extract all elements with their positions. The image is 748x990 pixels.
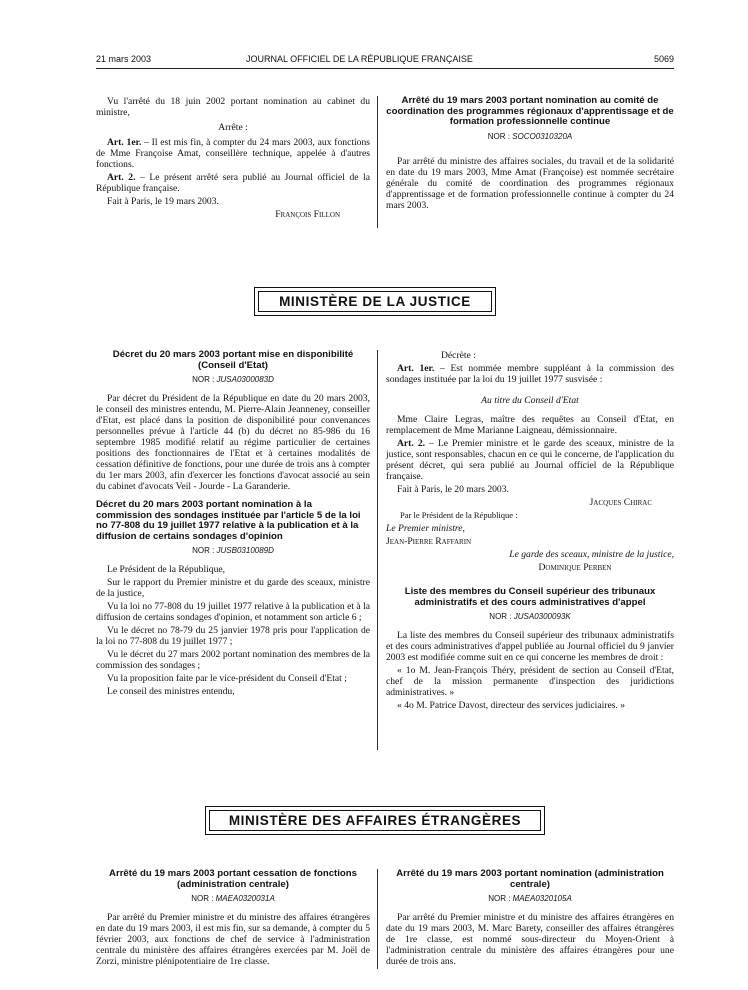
nor-code: MAEA0320105A [512, 894, 572, 903]
sondages-line-5: Vu le décret du 27 mars 2002 portant nomination des membres de la commission des sondages ; [96, 649, 370, 671]
column-divider-middle [377, 350, 378, 750]
ae-right-column [386, 869, 674, 969]
ae-nomination-body: Par arrêté du Premier ministre et du ministre des affaires étrangères en date du 19 mars 2003, M. Marc Barety, conseiller des affaires étrangères de 1re classe, est nommé sous-directeur du Moyen-Orient à l'administration centrale du ministère des affaires étrangères pour une durée de trois ans. [386, 912, 674, 967]
ae-left-column [96, 869, 370, 969]
nor-label: NOR : [488, 894, 513, 903]
top-right-body: Par arrêté du ministre des affaires sociales, du travail et de la solidarité en date du 19 mars 2003, Mme Amat (Françoise) est nommée secrétaire générale du comité de coordination des programmes régionaux d'apprentissage et de formation professionnelle continue à compter du 24 mars 2003. [386, 155, 674, 211]
section-title-affaires-etrangeres: MINISTÈRE DES AFFAIRES ÉTRANGÈRES [209, 810, 541, 831]
art2-label: Art. 2. [107, 172, 136, 183]
section-box-affaires-etrangeres [205, 806, 545, 835]
nor-code: JUSB0310089D [216, 546, 274, 555]
column-divider-top [377, 96, 378, 228]
ae-nomination-nor [386, 893, 674, 904]
header-date: 21 mars 2003 [96, 54, 152, 64]
nor-label: NOR : [487, 131, 513, 141]
sondages-line-1: Le Président de la République, [107, 564, 226, 575]
ae-cessation-body: Par arrêté du Premier ministre et du ministre des affaires étrangères en date du 19 mars 2003, il est mis fin, sur sa demande, à compter du 5 février 2003, aux fonctions de chef de service à l'administration centrale du ministère des affaires étrangères exercées par M. Joël de Zorzi, ministre plénipotentiaire de 1re classe. [96, 912, 370, 967]
nor-code: JUSA0300093K [513, 612, 571, 621]
top-right-column [386, 96, 674, 213]
top-left-art1 [96, 137, 370, 170]
nor-label: NOR : [192, 375, 217, 384]
liste-conseil-item-4: « 4o M. Patrice Davost, directeur des services judiciaires. » [397, 700, 626, 711]
top-left-fait: Fait à Paris, le 19 mars 2003. [107, 196, 219, 207]
section-title-justice: MINISTÈRE DE LA JUSTICE [258, 291, 492, 312]
sondages-line-2: Sur le rapport du Premier ministre et du garde des sceaux, ministre de la justice, [96, 577, 370, 599]
top-left-signature: François Fillon [275, 209, 340, 220]
art1-label: Art. 1er. [107, 137, 142, 148]
ae-cessation-title: Arrêté du 19 mars 2003 portant cessation de fonctions (administration centrale) [109, 868, 357, 890]
justice-art1 [386, 363, 674, 385]
top-right-title: Arrêté du 19 mars 2003 portant nomination au comité de coordination des programmes régionaux d'apprentissage et de formation professionnelle continue [386, 95, 674, 127]
member-appointment: Mme Claire Legras, maître des requêtes au Conseil d'Etat, en remplacement de Mme Marianne Laigneau, démissionnaire. [386, 414, 674, 436]
justice-art2 [386, 438, 674, 482]
signature-chirac: Jacques Chirac [589, 497, 652, 508]
art2-label: Art. 2. [397, 438, 426, 449]
au-titre-heading: Au titre du Conseil d'Etat [481, 395, 579, 406]
art2-text: – Le Premier ministre et le garde des sceaux, ministre de la justice, sont responsables, chacun en ce qui le concerne, de l'application du présent décret, qui sera publié au Journal officiel de la République française. [386, 438, 675, 482]
nor-code: SOCO0310320A [512, 131, 573, 141]
top-left-vu: Vu l'arrêté du 18 juin 2002 portant nomination au cabinet du ministre, [96, 96, 370, 118]
running-header [96, 54, 674, 68]
decret-sondages-title: Décret du 20 mars 2003 portant nomination à la commission des sondages instituée par l'article 5 de la loi no 77-808 du 19 juillet 1977 relative à la publication et à la diffusion de certains sondages d'opinion [96, 499, 361, 542]
decret-sondages-nor [96, 545, 370, 556]
decret-disponibilite-title: Décret du 20 mars 2003 portant mise en disponibilité (Conseil d'Etat) [112, 349, 354, 371]
signature-perben: Dominique Perben [538, 562, 612, 573]
nor-code: JUSA0300083D [216, 375, 274, 384]
nor-label: NOR : [191, 894, 216, 903]
sondages-line-4: Vu le décret no 78-79 du 25 janvier 1978 pris pour l'application de la loi no 77-808 du 19 juillet 1977 ; [96, 625, 370, 647]
liste-conseil-nor [386, 611, 674, 622]
ae-cessation-nor [96, 893, 370, 904]
justice-left-column [96, 350, 370, 699]
garde-des-sceaux-title: Le garde des sceaux, ministre de la justice, [509, 549, 674, 560]
art1-text: – Est nommée membre suppléant à la commission des sondages instituée par la loi du 19 juillet 1977 susvisée : [386, 363, 674, 385]
nor-code: MAEA0320031A [215, 894, 275, 903]
top-right-nor [386, 131, 674, 142]
ae-nomination-title: Arrêté du 19 mars 2003 portant nomination (administration centrale) [396, 868, 664, 890]
header-page-number: 5069 [653, 54, 674, 64]
art1-label: Art. 1er. [397, 363, 435, 374]
column-divider-bottom [377, 869, 378, 969]
nor-label: NOR : [489, 612, 514, 621]
liste-conseil-item-1: « 1o M. Jean-François Théry, président de section au Conseil d'Etat, chef de la mission permanente d'inspection des juridictions administratives. » [386, 665, 674, 698]
liste-conseil-title: Liste des membres du Conseil supérieur des tribunaux administratifs et des cours administratives d'appel [404, 586, 656, 608]
top-left-column [96, 96, 370, 222]
justice-fait: Fait à Paris, le 20 mars 2003. [397, 484, 509, 495]
sondages-line-3: Vu la loi no 77-808 du 19 juillet 1977 relative à la publication et à la diffusion de certains sondages d'opinion, et notamment son article 6 ; [96, 601, 370, 623]
sondages-line-6: Vu la proposition faite par le vice-président du Conseil d'Etat ; [107, 673, 347, 684]
nor-label: NOR : [192, 546, 217, 555]
art2-text: – Le présent arrêté sera publié au Journal officiel de la République française. [96, 172, 371, 194]
header-rule [96, 68, 674, 69]
art1-text: – Il est mis fin, à compter du 24 mars 2003, aux fonctions de Mme Françoise Amat, conseillère technique, appelée à d'autres fonctions. [96, 137, 370, 170]
top-left-arrete: Arrête : [218, 122, 248, 133]
header-journal-title: JOURNAL OFFICIEL DE LA RÉPUBLIQUE FRANÇAISE [246, 54, 473, 64]
liste-conseil-body: La liste des membres du Conseil supérieur des tribunaux administratifs et des cours administratives d'appel publiée au Journal officiel du 9 janvier 2003 est modifiée comme suit en ce qui concerne les membres de droit : [386, 630, 674, 663]
premier-ministre-title: Le Premier ministre, [386, 523, 465, 534]
decret-disponibilite-nor [96, 374, 370, 385]
top-left-art2 [96, 172, 370, 194]
decret-disponibilite-body: Par décret du Président de la République en date du 20 mars 2003, le conseil des ministres entendu, M. Pierre-Alain Jeanneney, conseiller d'Etat, est placé dans la position de disponibilité pour convenances personnelles prévue à l'article 44 (b) du décret no 85-986 du 16 septembre 1985 modifié relatif au régime particulier de certaines positions des fonctionnaires de l'Etat et à certaines modalités de cessation définitive de fonctions, pour une durée de trois ans à compter du 1er mars 2003, afin d'exercer les fonctions d'avocat associé au sein du cabinet d'avocats Veil - Jourde - La Garanderie. [96, 393, 370, 492]
decrete-label: Décrète : [441, 350, 476, 361]
justice-right-column [386, 350, 674, 713]
signature-raffarin: Jean-Pierre Raffarin [386, 536, 472, 547]
par-le-president: Par le Président de la République : [400, 510, 518, 520]
sondages-line-7: Le conseil des ministres entendu, [107, 686, 235, 697]
section-box-justice [254, 287, 496, 316]
